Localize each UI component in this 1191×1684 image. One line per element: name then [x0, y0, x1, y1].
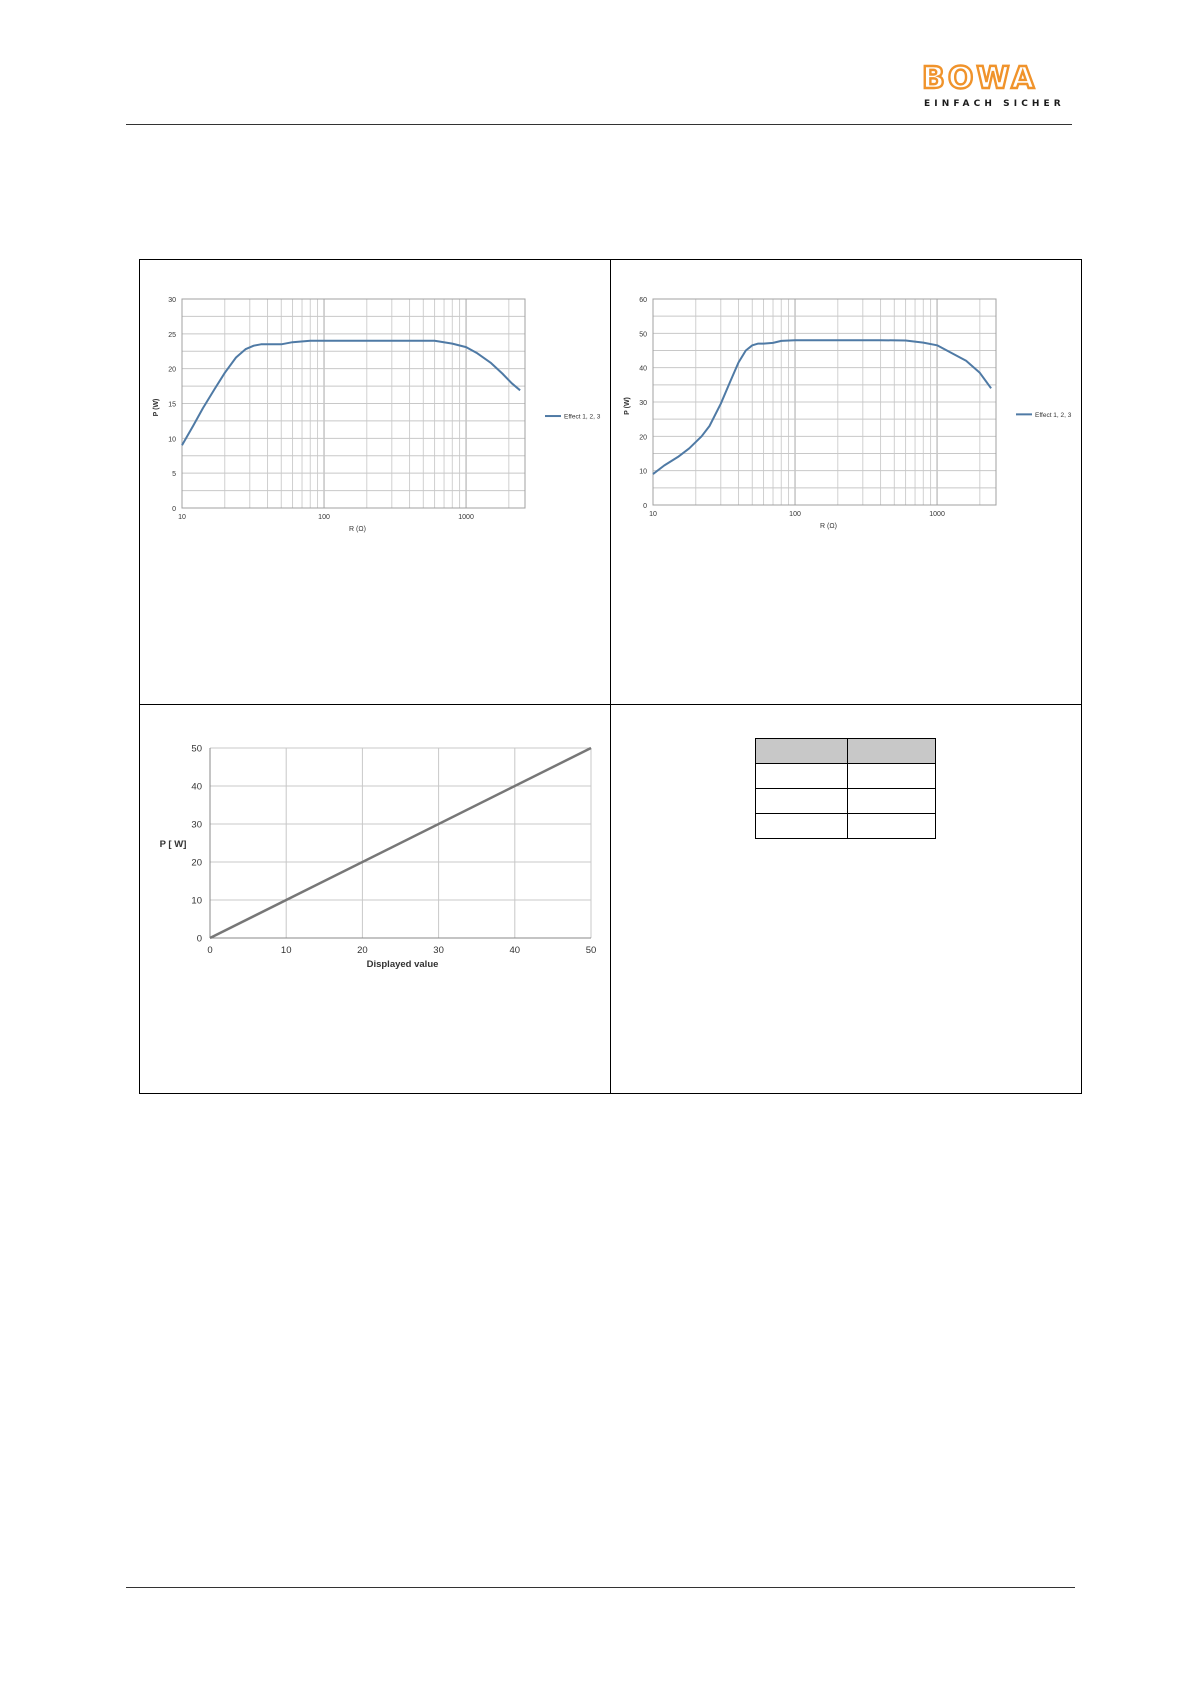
- x-tick-label: 30: [433, 945, 444, 956]
- x-axis-title: R (Ω): [820, 523, 837, 530]
- table-cell: [848, 764, 936, 789]
- table-header-cell: [848, 739, 936, 764]
- y-tick-label: 30: [168, 297, 176, 304]
- panel-chart-2: [611, 260, 1081, 705]
- y-axis-title: P (W): [624, 397, 631, 415]
- series-line: [210, 748, 591, 938]
- x-tick-label: 0: [207, 945, 213, 956]
- legend-label: Effect 1, 2, 3: [1035, 411, 1072, 419]
- series-line: [182, 341, 520, 446]
- series-line: [653, 340, 991, 474]
- figure-grid: [139, 259, 1082, 1094]
- table-cell: [756, 789, 848, 814]
- y-tick-label: 40: [191, 781, 202, 793]
- x-tick-label: 10: [649, 511, 657, 518]
- table-header-cell: [756, 739, 848, 764]
- x-tick-label: 100: [789, 511, 801, 518]
- y-tick-label: 0: [172, 506, 176, 513]
- x-tick-label: 1000: [929, 511, 945, 518]
- chart-1: [140, 260, 610, 704]
- y-tick-label: 0: [196, 933, 202, 945]
- y-tick-label: 60: [639, 297, 647, 304]
- x-tick-label: 10: [280, 945, 292, 956]
- y-tick-label: 20: [168, 366, 176, 374]
- y-tick-label: 0: [643, 503, 647, 510]
- panel-chart-3: [140, 705, 611, 1093]
- x-tick-label: 40: [509, 945, 521, 956]
- panel-table: [611, 705, 1081, 1093]
- y-tick-label: 25: [168, 331, 176, 339]
- y-tick-label: 40: [639, 365, 647, 373]
- x-tick-label: 1000: [458, 514, 474, 521]
- footer-rule: [126, 1587, 1075, 1588]
- x-axis-title: Displayed value: [366, 959, 439, 970]
- y-axis-title: P (W): [153, 398, 160, 417]
- y-tick-label: 50: [639, 331, 647, 339]
- y-tick-label: 30: [191, 819, 202, 831]
- x-tick-label: 50: [585, 945, 597, 956]
- y-tick-label: 15: [168, 401, 176, 409]
- chart-2: [611, 260, 1081, 704]
- y-tick-label: 10: [168, 436, 176, 444]
- table-cell: [848, 789, 936, 814]
- empty-table: [755, 738, 936, 839]
- y-tick-label: 10: [639, 468, 647, 476]
- y-tick-label: 10: [191, 895, 202, 907]
- table-row: [756, 789, 936, 814]
- bowa-logo: [922, 61, 1070, 110]
- table-cell: [756, 814, 848, 839]
- table-header-row: [756, 739, 936, 764]
- x-tick-label: 100: [318, 514, 330, 521]
- x-tick-label: 20: [357, 945, 368, 956]
- y-tick-label: 20: [191, 857, 202, 869]
- y-tick-label: 50: [191, 743, 202, 755]
- chart-3: [140, 705, 610, 1093]
- legend-label: Effect 1, 2, 3: [564, 413, 601, 421]
- header-rule: [126, 124, 1072, 125]
- y-axis-title: P [ W]: [159, 839, 187, 850]
- logo-tagline: EINFACH SICHER: [924, 99, 1065, 109]
- y-tick-label: 30: [639, 400, 647, 407]
- table-row: [756, 764, 936, 789]
- table-cell: [756, 764, 848, 789]
- table-row: [756, 814, 936, 839]
- x-tick-label: 10: [178, 514, 186, 521]
- y-tick-label: 20: [639, 434, 647, 442]
- logo-wordmark: BOWA: [922, 61, 1038, 96]
- table-cell: [848, 814, 936, 839]
- y-tick-label: 5: [172, 471, 176, 479]
- x-axis-title: R (Ω): [349, 526, 366, 533]
- panel-chart-1: [140, 260, 611, 705]
